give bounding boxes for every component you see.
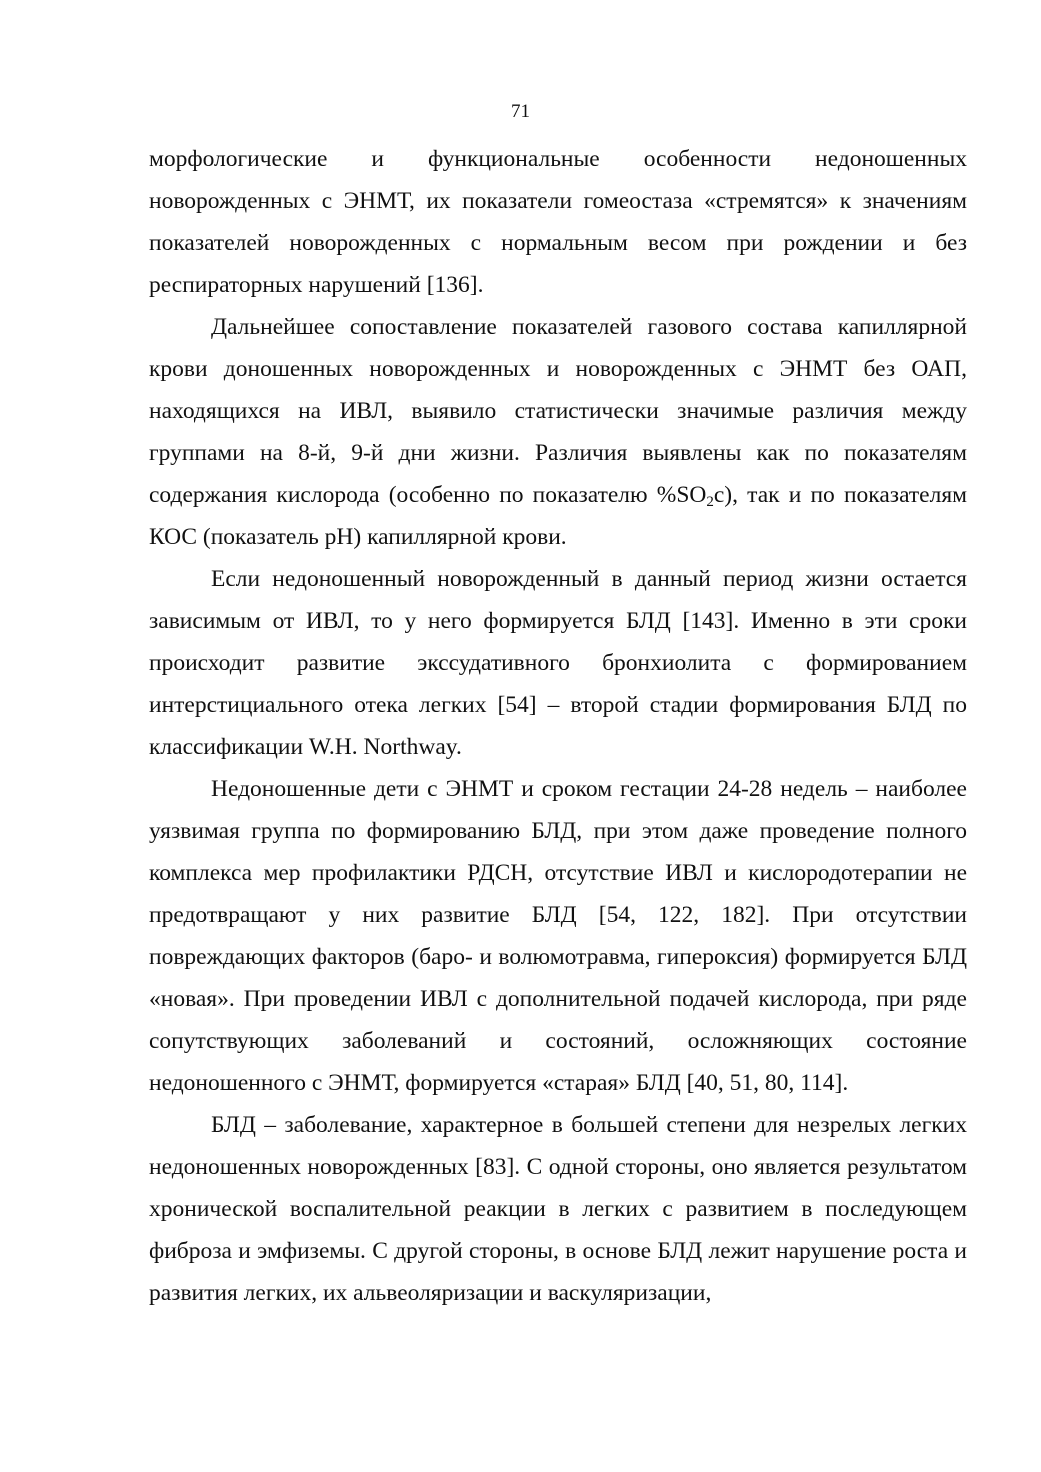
paragraph-1: морфологические и функциональные особенности недоношенных новорожденных с ЭНМТ, их показатели гомеостаза «стремятся» к значениям показателей новорожденных с нормальным весом при рождении и без респираторных нарушений [136].	[149, 146, 967, 298]
document-body	[149, 138, 967, 1314]
subscript-2: 2	[706, 494, 714, 510]
page-number: 71	[511, 101, 530, 122]
paragraph-5: БЛД – заболевание, характерное в большей степени для незрелых легких недоношенных новорожденных [83]. С одной стороны, оно является результатом хронической воспалительной реакции в легких с развитием в последующем фиброза и эмфиземы. С другой стороны, в основе БЛД лежит нарушение роста и развития легких, их альвеоляризации и васкуляризации,	[149, 1112, 967, 1306]
paragraph-4: Недоношенные дети с ЭНМТ и сроком гестации 24-28 недель – наиболее уязвимая группа по формированию БЛД, при этом даже проведение полного комплекса мер профилактики РДСН, отсутствие ИВЛ и кислородотерапии не предотвращают у них развитие БЛД [54, 122, 182]. При отсутствии повреждающих факторов (баро- и волюмотравма, гипероксия) формируется БЛД «новая». При проведении ИВЛ с дополнительной подачей кислорода, при ряде сопутствующих заболеваний и состояний, осложняющих состояние недоношенного с ЭНМТ, формируется «старая» БЛД [40, 51, 80, 114].	[149, 776, 967, 1096]
paragraph-2-text-start: Дальнейшее сопоставление показателей газового состава капиллярной крови доношенных новорожденных и новорожденных с ЭНМТ без ОАП, находящихся на ИВЛ, выявило статистически значимые различия между группами на 8-й, 9-й дни жизни. Различия выявлены как по показателям содержания кислорода (особенно по показателю %SO	[149, 314, 967, 508]
paragraph-2-text-end: с), так и по показателям КОС (показатель рН) капиллярной крови.	[149, 482, 967, 550]
paragraph-2	[149, 306, 967, 558]
paragraph-3: Если недоношенный новорожденный в данный период жизни остается зависимым от ИВЛ, то у него формируется БЛД [143]. Именно в эти сроки происходит развитие экссудативного бронхиолита с формированием интерстициального отека легких [54] – второй стадии формирования БЛД по классификации W.H. Northway.	[149, 566, 967, 760]
